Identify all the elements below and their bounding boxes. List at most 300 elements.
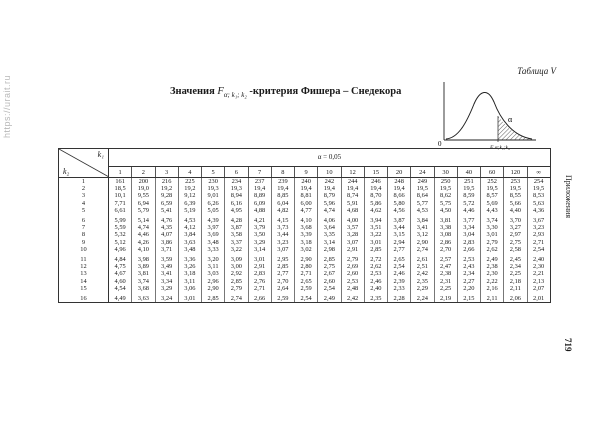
table-cell: 4,53	[178, 214, 201, 224]
table-cell: 8,64	[411, 192, 434, 199]
table-cell: 5,91	[341, 200, 364, 207]
table-row	[59, 263, 551, 270]
row-k2-value: 8	[59, 231, 109, 238]
table-cell: 9,55	[132, 192, 155, 199]
table-cell: 2,35	[411, 278, 434, 285]
table-row	[59, 231, 551, 238]
table-title	[170, 86, 401, 99]
table-cell: 4,53	[411, 207, 434, 214]
table-cell: 2,40	[364, 285, 387, 292]
table-cell: 2,65	[295, 278, 318, 285]
table-cell: 3,87	[225, 224, 248, 231]
column-header: 20	[388, 167, 411, 178]
table-cell: 2,74	[411, 246, 434, 253]
table-cell: 3,67	[527, 214, 550, 224]
table-cell: 2,29	[411, 285, 434, 292]
table-cell: 2,83	[248, 270, 271, 277]
table-cell: 3,69	[202, 231, 225, 238]
table-cell: 3,79	[248, 224, 271, 231]
table-cell: 234	[225, 178, 248, 186]
table-cell: 4,77	[295, 207, 318, 214]
table-cell: 3,22	[364, 231, 387, 238]
column-header: 9	[295, 167, 318, 178]
row-k2-value: 12	[59, 263, 109, 270]
table-cell: 2,79	[481, 239, 504, 246]
table-cell: 8,59	[457, 192, 480, 199]
table-cell: 3,57	[341, 224, 364, 231]
table-cell: 4,36	[527, 207, 550, 214]
table-cell: 4,67	[109, 270, 132, 277]
table-cell: 2,49	[481, 253, 504, 263]
table-cell: 2,85	[202, 292, 225, 303]
fisher-table	[58, 148, 551, 303]
table-cell: 2,83	[457, 239, 480, 246]
table-cell: 6,26	[202, 200, 225, 207]
table-cell: 3,35	[318, 231, 341, 238]
table-cell: 3,38	[434, 224, 457, 231]
table-cell: 4,74	[318, 207, 341, 214]
table-cell: 2,11	[504, 285, 527, 292]
table-cell: 2,90	[295, 253, 318, 263]
table-cell: 248	[388, 178, 411, 186]
row-k2-value: 6	[59, 214, 109, 224]
table-cell: 5,41	[155, 207, 178, 214]
table-cell: 3,81	[434, 214, 457, 224]
table-cell: 5,32	[109, 231, 132, 238]
table-cell: 8,55	[504, 192, 527, 199]
table-cell: 10,1	[109, 192, 132, 199]
title-prefix: Значения	[170, 86, 218, 97]
table-cell: 252	[481, 178, 504, 186]
table-cell: 2,34	[504, 263, 527, 270]
table-row	[59, 207, 551, 214]
table-cell: 3,71	[155, 246, 178, 253]
table-cell: 4,68	[341, 207, 364, 214]
graph-density-curve	[446, 92, 532, 139]
table-cell: 2,79	[225, 285, 248, 292]
column-header: 15	[364, 167, 387, 178]
table-cell: 3,07	[341, 239, 364, 246]
k1-label: k₁	[97, 150, 104, 159]
table-cell: 18,5	[109, 185, 132, 192]
table-cell: 4,15	[271, 214, 294, 224]
table-cell: 3,74	[132, 278, 155, 285]
table-cell: 5,69	[481, 200, 504, 207]
table-cell: 19,0	[132, 185, 155, 192]
table-row	[59, 214, 551, 224]
table-cell: 3,15	[388, 231, 411, 238]
table-cell: 19,4	[364, 185, 387, 192]
table-cell: 19,5	[411, 185, 434, 192]
table-row	[59, 285, 551, 292]
table-cell: 5,14	[132, 214, 155, 224]
table-cell: 4,74	[132, 224, 155, 231]
table-cell: 2,28	[388, 292, 411, 303]
table-cell: 19,3	[225, 185, 248, 192]
table-cell: 2,77	[388, 246, 411, 253]
table-cell: 4,26	[132, 239, 155, 246]
title-subscript: α; k₁; k₂	[223, 91, 247, 100]
table-cell: 3,08	[434, 231, 457, 238]
table-cell: 2,59	[295, 285, 318, 292]
column-header: 60	[481, 167, 504, 178]
column-header: 12	[341, 167, 364, 178]
table-cell: 5,96	[318, 200, 341, 207]
table-cell: 19,5	[481, 185, 504, 192]
table-cell: 2,51	[411, 263, 434, 270]
table-cell: 2,31	[434, 278, 457, 285]
table-cell: 4,75	[109, 263, 132, 270]
table-cell: 3,98	[132, 253, 155, 263]
table-cell: 19,5	[457, 185, 480, 192]
table-row	[59, 192, 551, 199]
table-cell: 9,01	[202, 192, 225, 199]
table-cell: 2,86	[434, 239, 457, 246]
table-cell: 2,66	[457, 246, 480, 253]
table-cell: 2,53	[341, 278, 364, 285]
table-cell: 230	[202, 178, 225, 186]
table-cell: 3,04	[457, 231, 480, 238]
table-cell: 200	[132, 178, 155, 186]
row-k2-value: 14	[59, 278, 109, 285]
table-cell: 3,02	[295, 246, 318, 253]
table-cell: 2,38	[434, 270, 457, 277]
table-cell: 2,95	[271, 253, 294, 263]
table-cell: 6,04	[271, 200, 294, 207]
column-header: 3	[155, 167, 178, 178]
table-cell: 240	[295, 178, 318, 186]
table-cell: 2,20	[457, 285, 480, 292]
table-cell: 2,01	[527, 292, 550, 303]
table-cell: 2,46	[388, 270, 411, 277]
table-cell: 3,39	[295, 231, 318, 238]
table-cell: 2,38	[481, 263, 504, 270]
table-cell: 2,16	[481, 285, 504, 292]
table-cell: 3,64	[318, 224, 341, 231]
table-cell: 19,2	[178, 185, 201, 192]
table-cell: 6,16	[225, 200, 248, 207]
table-row	[59, 224, 551, 231]
table-cell: 2,22	[481, 278, 504, 285]
row-k2-value: 16	[59, 292, 109, 303]
table-cell: 3,14	[248, 246, 271, 253]
column-header: 10	[318, 167, 341, 178]
table-cell: 3,23	[271, 239, 294, 246]
table-cell: 3,18	[295, 239, 318, 246]
column-header: 7	[248, 167, 271, 178]
table-cell: 2,25	[434, 285, 457, 292]
table-cell: 4,82	[271, 207, 294, 214]
table-cell: 9,28	[155, 192, 178, 199]
table-cell: 2,19	[434, 292, 457, 303]
table-cell: 3,74	[481, 214, 504, 224]
table-cell: 2,54	[388, 263, 411, 270]
table-cell: 3,51	[364, 224, 387, 231]
table-cell: 2,76	[248, 278, 271, 285]
table-cell: 2,11	[481, 292, 504, 303]
table-row	[59, 178, 551, 186]
table-cell: 19,4	[271, 185, 294, 192]
table-cell: 3,26	[178, 263, 201, 270]
table-cell: 5,12	[109, 239, 132, 246]
table-cell: 2,75	[504, 239, 527, 246]
table-cell: 5,72	[457, 200, 480, 207]
table-cell: 4,21	[248, 214, 271, 224]
table-cell: 2,58	[504, 246, 527, 253]
table-cell: 3,11	[178, 278, 201, 285]
table-cell: 5,77	[411, 200, 434, 207]
table-cell: 3,44	[388, 224, 411, 231]
table-cell: 7,71	[109, 200, 132, 207]
table-cell: 5,80	[388, 200, 411, 207]
table-cell: 2,43	[457, 263, 480, 270]
table-cell: 3,30	[481, 224, 504, 231]
table-cell: 3,27	[504, 224, 527, 231]
table-cell: 5,79	[132, 207, 155, 214]
table-cell: 3,12	[411, 231, 434, 238]
table-cell: 2,72	[364, 253, 387, 263]
table-cell: 19,4	[388, 185, 411, 192]
table-cell: 3,01	[364, 239, 387, 246]
table-cell: 2,70	[434, 246, 457, 253]
column-header: 5	[202, 167, 225, 178]
alpha-header: α = 0,05	[109, 149, 551, 167]
table-cell: 239	[271, 178, 294, 186]
table-cell: 2,71	[295, 270, 318, 277]
table-cell: 8,94	[225, 192, 248, 199]
table-cell: 8,66	[388, 192, 411, 199]
table-cell: 2,40	[527, 253, 550, 263]
table-cell: 249	[411, 178, 434, 186]
table-cell: 3,73	[271, 224, 294, 231]
table-cell: 4,39	[202, 214, 225, 224]
table-cell: 3,81	[132, 270, 155, 277]
row-k2-value: 13	[59, 270, 109, 277]
table-cell: 4,10	[295, 214, 318, 224]
table-row	[59, 292, 551, 303]
table-cell: 19,5	[434, 185, 457, 192]
table-cell: 2,85	[364, 246, 387, 253]
table-cell: 4,46	[457, 207, 480, 214]
table-cell: 3,87	[388, 214, 411, 224]
table-cell: 2,67	[318, 270, 341, 277]
table-cell: 3,28	[341, 231, 364, 238]
table-cell: 6,61	[109, 207, 132, 214]
table-cell: 3,01	[248, 253, 271, 263]
row-k2-value: 3	[59, 192, 109, 199]
table-cell: 2,71	[248, 285, 271, 292]
table-cell: 5,05	[202, 207, 225, 214]
table-cell: 4,40	[504, 207, 527, 214]
table-cell: 2,66	[248, 292, 271, 303]
table-cell: 4,84	[109, 253, 132, 263]
table-cell: 6,00	[295, 200, 318, 207]
table-row	[59, 239, 551, 246]
column-header: 6	[225, 167, 248, 178]
table-cell: 2,62	[481, 246, 504, 253]
table-cell: 2,35	[364, 292, 387, 303]
table-cell: 4,12	[178, 224, 201, 231]
table-cell: 2,13	[527, 278, 550, 285]
table-label: Таблица V	[517, 66, 556, 76]
table-corner-cell	[59, 149, 109, 178]
row-k2-value: 7	[59, 224, 109, 231]
table-cell: 2,62	[364, 263, 387, 270]
table-cell: 3,50	[248, 231, 271, 238]
table-cell: 8,81	[295, 192, 318, 199]
k2-label: k₂	[63, 166, 70, 176]
table-cell: 2,54	[295, 292, 318, 303]
side-section-title: Приложения	[564, 175, 573, 219]
table-cell: 2,80	[295, 263, 318, 270]
table-cell: 2,34	[457, 270, 480, 277]
page-number: 719	[563, 338, 573, 352]
table-cell: 2,97	[504, 231, 527, 238]
table-cell: 216	[155, 178, 178, 186]
table-cell: 5,59	[109, 224, 132, 231]
table-cell: 3,44	[271, 231, 294, 238]
table-cell: 3,70	[504, 214, 527, 224]
table-cell: 2,94	[388, 239, 411, 246]
table-cell: 3,84	[411, 214, 434, 224]
table-cell: 242	[318, 178, 341, 186]
table-cell: 3,48	[178, 246, 201, 253]
table-row	[59, 278, 551, 285]
table-cell: 5,63	[527, 200, 550, 207]
title-symbol: F	[217, 86, 224, 97]
table-cell: 2,30	[527, 263, 550, 270]
column-header: 120	[504, 167, 527, 178]
table-cell: 253	[504, 178, 527, 186]
column-header: 1	[109, 167, 132, 178]
table-cell: 3,41	[155, 270, 178, 277]
table-cell: 3,77	[457, 214, 480, 224]
table-cell: 8,85	[271, 192, 294, 199]
table-cell: 19,4	[341, 185, 364, 192]
table-cell: 5,66	[504, 200, 527, 207]
table-cell: 3,84	[178, 231, 201, 238]
row-k2-value: 2	[59, 185, 109, 192]
table-cell: 4,46	[132, 231, 155, 238]
table-cell: 2,54	[318, 285, 341, 292]
table-cell: 2,06	[504, 292, 527, 303]
table-cell: 4,43	[481, 207, 504, 214]
table-cell: 3,41	[411, 224, 434, 231]
table-cell: 3,68	[132, 285, 155, 292]
table-cell: 250	[434, 178, 457, 186]
table-cell: 2,91	[341, 246, 364, 253]
table-cell: 2,15	[457, 292, 480, 303]
table-cell: 2,21	[527, 270, 550, 277]
table-cell: 2,85	[318, 253, 341, 263]
table-cell: 4,07	[155, 231, 178, 238]
column-header: 40	[457, 167, 480, 178]
table-cell: 4,88	[248, 207, 271, 214]
table-cell: 4,60	[109, 278, 132, 285]
table-cell: 2,46	[364, 278, 387, 285]
table-cell: 2,79	[341, 253, 364, 263]
table-cell: 3,23	[527, 224, 550, 231]
table-cell: 2,90	[202, 285, 225, 292]
table-cell: 3,07	[271, 246, 294, 253]
table-cell: 4,54	[109, 285, 132, 292]
table-body	[59, 178, 551, 303]
row-k2-value: 4	[59, 200, 109, 207]
table-cell: 6,09	[248, 200, 271, 207]
table-cell: 3,01	[178, 292, 201, 303]
row-k2-value: 5	[59, 207, 109, 214]
table-cell: 4,50	[434, 207, 457, 214]
table-cell: 6,94	[132, 200, 155, 207]
table-cell: 3,14	[318, 239, 341, 246]
table-cell: 2,85	[225, 278, 248, 285]
table-cell: 3,20	[202, 253, 225, 263]
table-cell: 4,62	[364, 207, 387, 214]
table-cell: 2,47	[434, 263, 457, 270]
table-cell: 3,37	[225, 239, 248, 246]
table-cell: 8,74	[341, 192, 364, 199]
table-cell: 4,56	[388, 207, 411, 214]
table-cell: 2,71	[527, 239, 550, 246]
table-cell: 3,97	[202, 224, 225, 231]
table-cell: 2,90	[411, 239, 434, 246]
table-cell: 4,06	[318, 214, 341, 224]
table-cell: 3,29	[155, 285, 178, 292]
table-cell: 2,77	[271, 270, 294, 277]
table-cell: 3,01	[481, 231, 504, 238]
title-suffix: -критерия Фишера – Снедекора	[246, 86, 402, 97]
table-cell: 3,86	[155, 239, 178, 246]
row-k2-value: 1	[59, 178, 109, 186]
table-cell: 6,39	[178, 200, 201, 207]
table-cell: 2,59	[271, 292, 294, 303]
table-cell: 2,60	[318, 278, 341, 285]
table-row	[59, 270, 551, 277]
table-cell: 2,85	[271, 263, 294, 270]
table-cell: 19,4	[318, 185, 341, 192]
table-cell: 3,63	[178, 239, 201, 246]
table-cell: 2,53	[364, 270, 387, 277]
table-cell: 246	[364, 178, 387, 186]
table-cell: 3,29	[248, 239, 271, 246]
table-cell: 4,96	[109, 246, 132, 253]
table-cell: 8,70	[364, 192, 387, 199]
row-k2-value: 9	[59, 239, 109, 246]
table-cell: 5,86	[364, 200, 387, 207]
table-cell: 8,57	[481, 192, 504, 199]
table-cell: 4,95	[225, 207, 248, 214]
column-header-row	[59, 167, 551, 178]
table-cell: 3,68	[295, 224, 318, 231]
table-cell: 3,24	[155, 292, 178, 303]
table-cell: 2,70	[271, 278, 294, 285]
table-cell: 4,76	[155, 214, 178, 224]
table-cell: 19,4	[295, 185, 318, 192]
row-k2-value: 10	[59, 246, 109, 253]
column-header: 30	[434, 167, 457, 178]
table-cell: 4,35	[155, 224, 178, 231]
table-cell: 225	[178, 178, 201, 186]
table-cell: 3,58	[225, 231, 248, 238]
table-cell: 3,33	[202, 246, 225, 253]
graph-zero-label: 0	[438, 140, 442, 148]
table-cell: 2,75	[318, 263, 341, 270]
table-cell: 8,79	[318, 192, 341, 199]
table-cell: 2,33	[388, 285, 411, 292]
watermark-url: https://urait.ru	[2, 74, 12, 138]
table-cell: 2,45	[504, 253, 527, 263]
table-cell: 3,36	[178, 253, 201, 263]
